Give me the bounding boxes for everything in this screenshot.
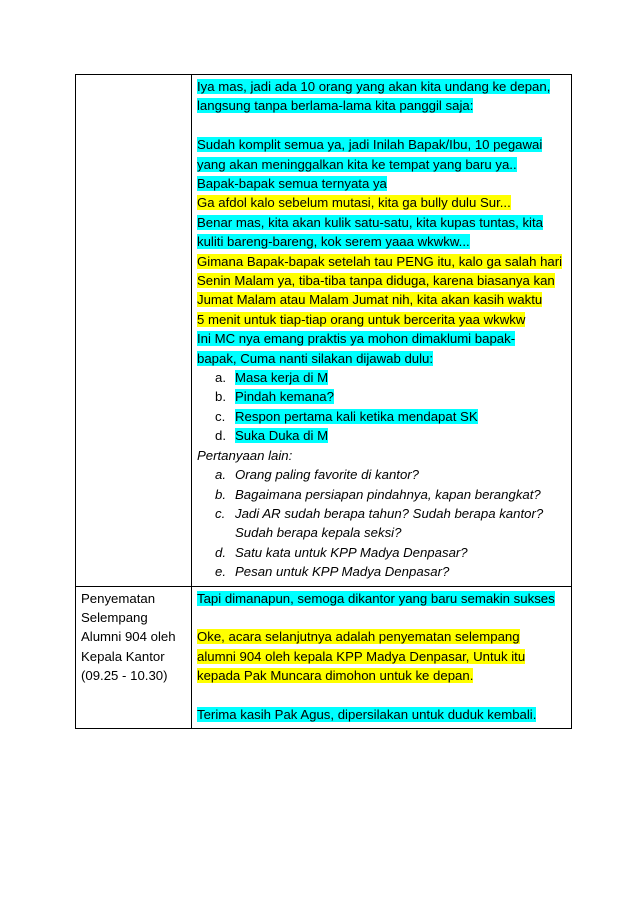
text-line: alumni 904 oleh kepala KPP Madya Denpasar, Untuk itu (197, 648, 526, 664)
text-line: langsung tanpa berlama-lama kita panggil saja: (197, 98, 474, 114)
other-questions-heading: Pertanyaan lain: (197, 447, 293, 463)
list-item: c. Respon pertama kali ketika mendapat SK (215, 408, 478, 424)
blank-line (197, 686, 568, 705)
time-line: (09.25 - 10.30) (81, 668, 168, 684)
text-line: kepada Pak Muncara dimohon untuk ke depan. (197, 668, 474, 684)
list-item: b. Pindah kemana? (215, 389, 334, 405)
time-line: Kepala Kantor (81, 648, 165, 664)
text-line: kuliti bareng-bareng, kok serem yaaa wkwkw... (197, 234, 470, 250)
text-line: Iya mas, jadi ada 10 orang yang akan kita undang ke depan, (197, 79, 551, 94)
text-line: Oke, acara selanjutnya adalah penyematan selempang (197, 629, 520, 645)
blank-line (197, 608, 568, 627)
text-line: Gimana Bapak-bapak setelah tau PENG itu, kalo ga salah hari (197, 253, 563, 269)
time-cell-empty (76, 75, 192, 587)
other-question-list (197, 465, 568, 581)
text-line: Tapi dimanapun, semoga dikantor yang baru semakin sukses (197, 590, 555, 606)
table-row (76, 75, 572, 587)
text-line: bapak, Cuma nanti silakan dijawab dulu: (197, 350, 434, 366)
text-line: yang akan meninggalkan kita ke tempat yang baru ya.. (197, 156, 517, 172)
time-line: Alumni 904 oleh (81, 629, 176, 645)
time-cell (76, 586, 192, 729)
text-line: Jumat Malam atau Malam Jumat nih, kita akan kasih waktu (197, 292, 543, 308)
question-list (197, 368, 568, 446)
list-item: b. Bagaimana persiapan pindahnya, kapan berangkat? (215, 486, 541, 502)
list-item: e. Pesan untuk KPP Madya Denpasar? (215, 564, 450, 580)
text-line: Terima kasih Pak Agus, dipersilakan untuk duduk kembali. (197, 706, 537, 722)
script-cell (192, 586, 572, 729)
rundown-table (75, 74, 572, 729)
list-item: d. Satu kata untuk KPP Madya Denpasar? (215, 544, 468, 560)
list-item: c. Jadi AR sudah berapa tahun? Sudah berapa kantor? Sudah berapa kepala seksi? (215, 505, 544, 541)
text-line: Benar mas, kita akan kulik satu-satu, kita kupas tuntas, kita (197, 214, 543, 230)
script-cell (192, 75, 572, 587)
text-line: Ini MC nya emang praktis ya mohon dimaklumi bapak- (197, 331, 516, 347)
text-line: 5 menit untuk tiap-tiap orang untuk bercerita yaa wkwkw (197, 311, 526, 327)
text-line: Bapak-bapak semua ternyata ya (197, 176, 387, 192)
list-item: d. Suka Duka di M (215, 428, 329, 444)
list-item: a. Orang paling favorite di kantor? (215, 467, 420, 483)
blank-line (197, 116, 568, 135)
text-line: Ga afdol kalo sebelum mutasi, kita ga bully dulu Sur... (197, 195, 511, 211)
time-line: Selempang (81, 609, 148, 625)
table-row (76, 586, 572, 729)
time-line: Penyematan (81, 590, 156, 606)
list-item: a. Masa kerja di M (215, 370, 329, 386)
text-line: Senin Malam ya, tiba-tiba tanpa diduga, karena biasanya kan (197, 273, 555, 289)
text-line: Sudah komplit semua ya, jadi Inilah Bapak/Ibu, 10 pegawai (197, 137, 543, 153)
